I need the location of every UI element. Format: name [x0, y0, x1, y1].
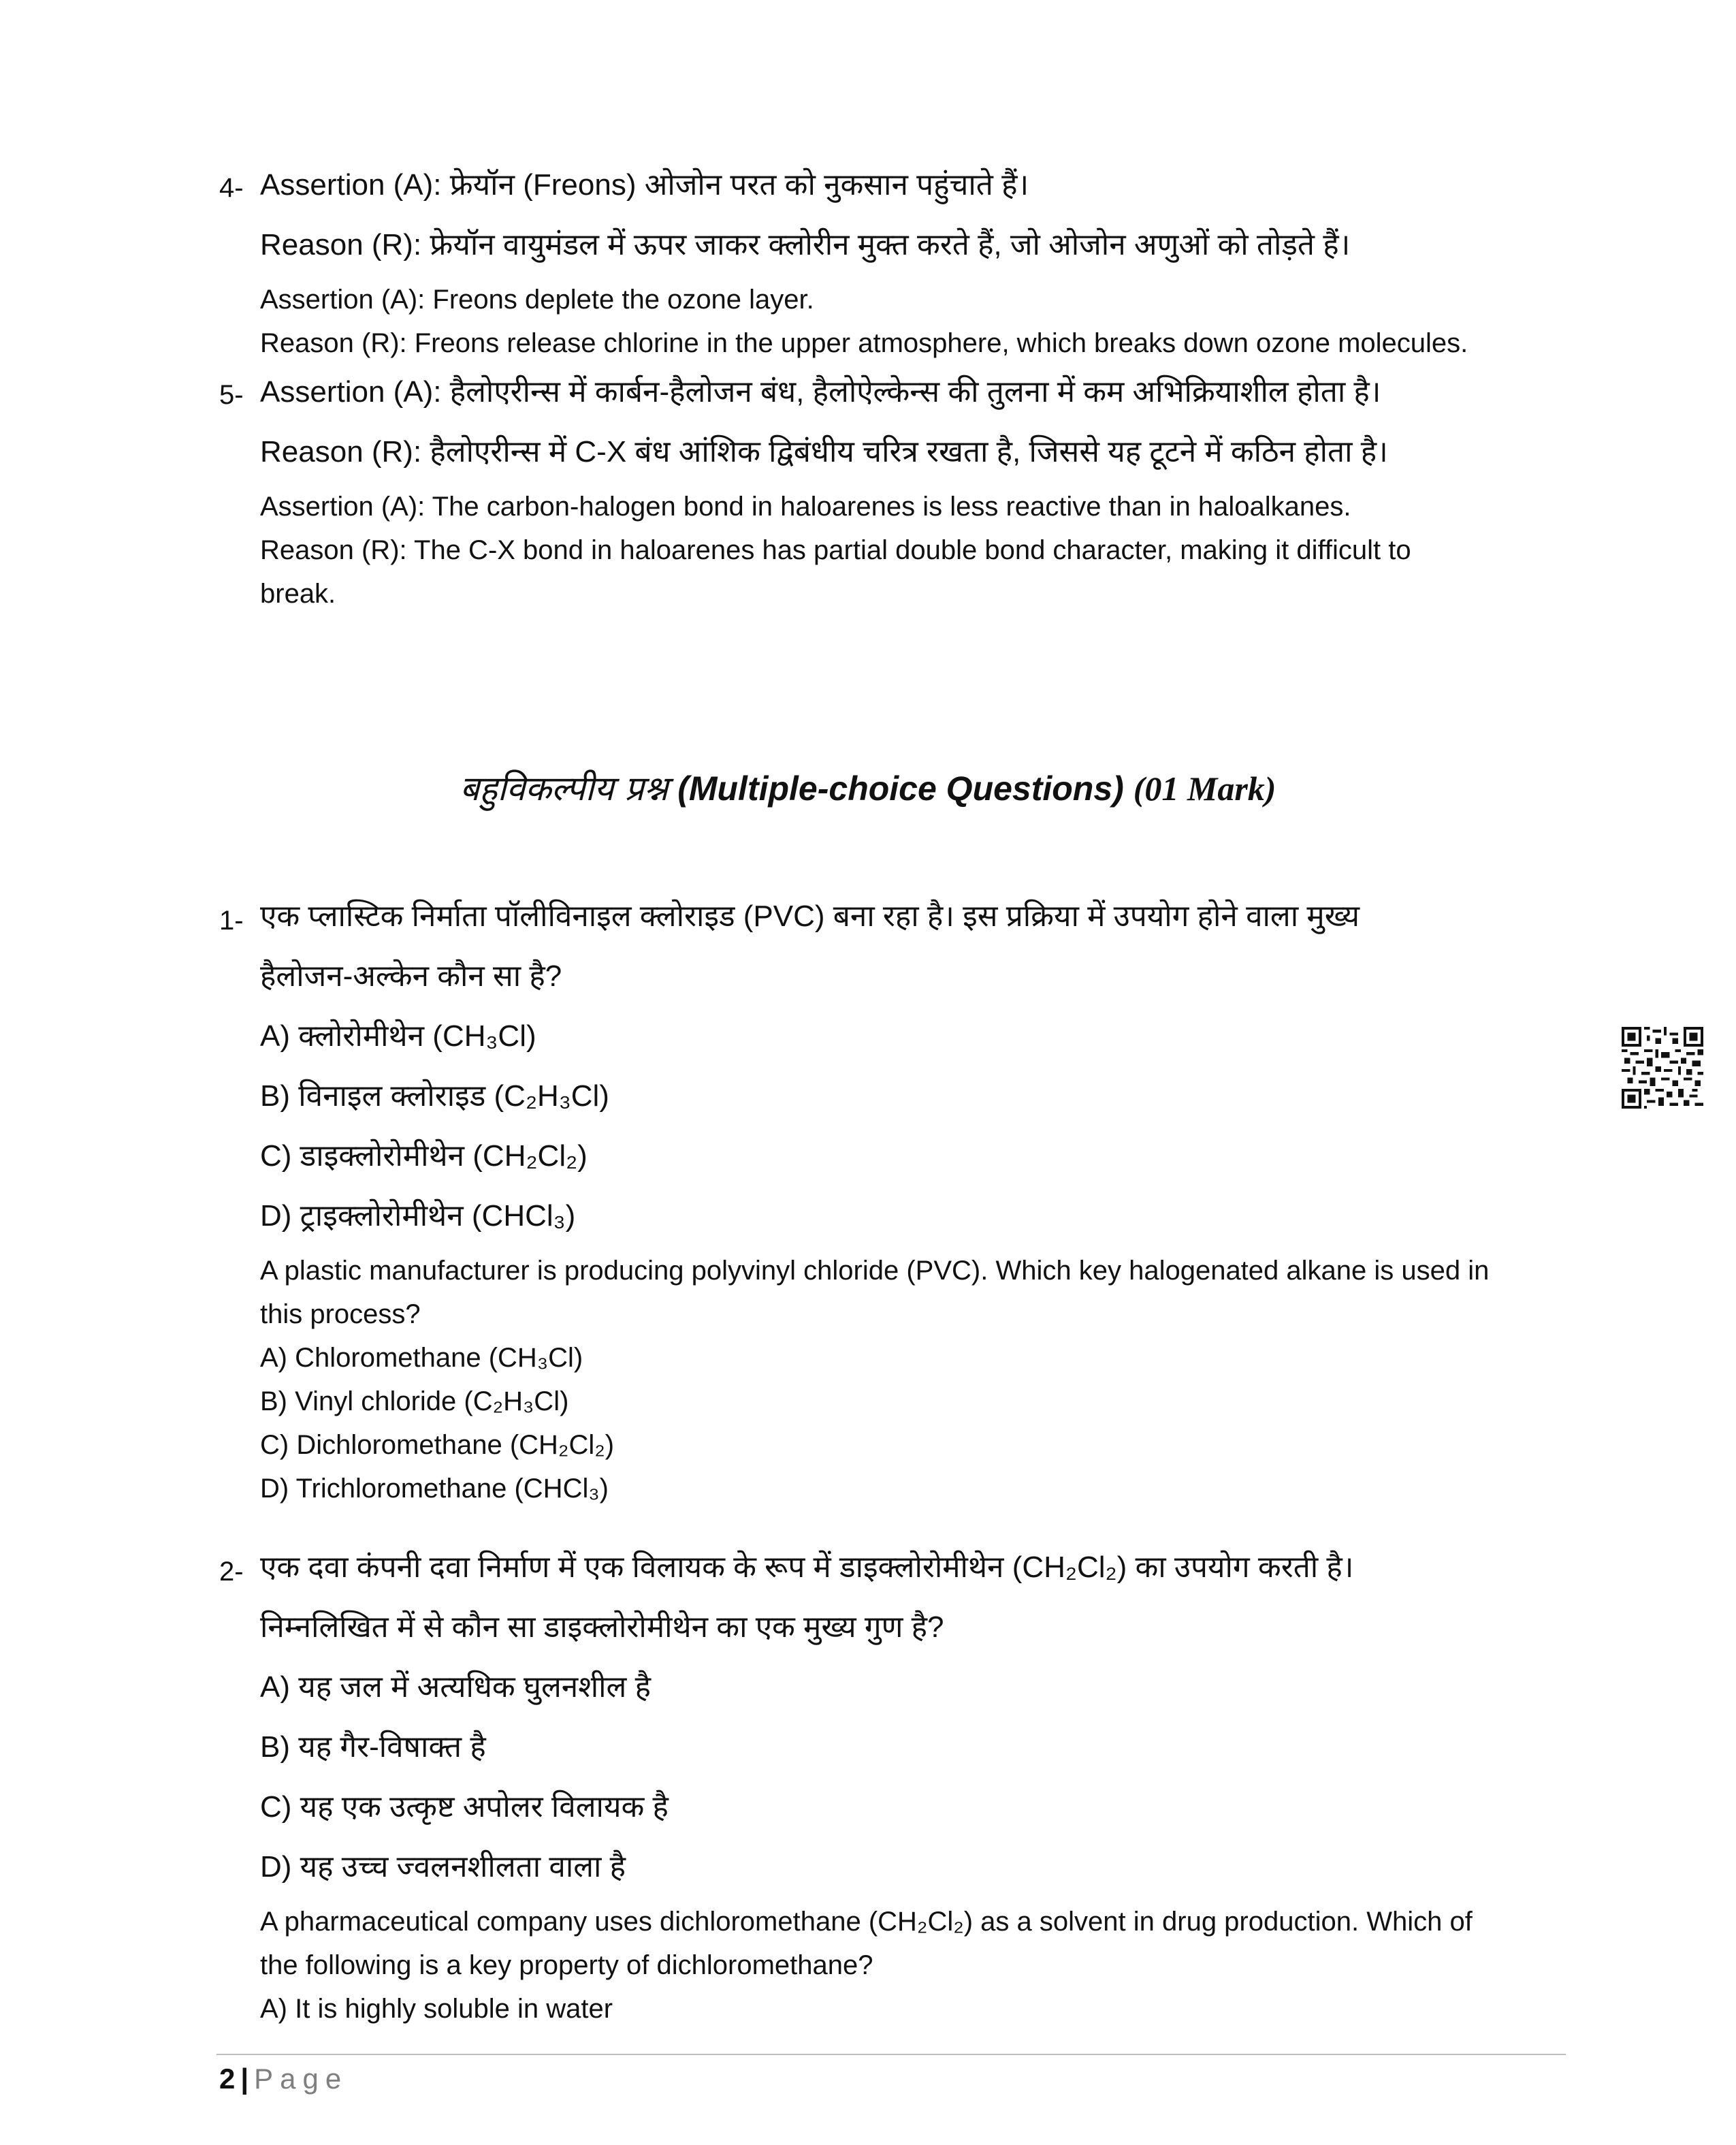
item-number: 5- [219, 380, 244, 410]
reason-english: Reason (R): The C-X bond in haloarenes has partial double bond character, making it difficult to [260, 535, 1411, 565]
option-b-hindi: B) विनाइल क्लोराइड (C₂H₃Cl) [260, 1079, 609, 1113]
option-b-hindi: B) यह गैर-विषाक्त है [260, 1730, 486, 1764]
option-a-hindi: A) यह जल में अत्यधिक घुलनशील है [260, 1670, 651, 1704]
reason-english: Reason (R): Freons release chlorine in the upper atmosphere, which breaks down ozone molecules. [260, 328, 1468, 358]
option-d-english: D) Trichloromethane (CHCl₃) [260, 1474, 609, 1504]
question-english: A plastic manufacturer is producing polyvinyl chloride (PVC). Which key halogenated alkane is used in [260, 1256, 1490, 1286]
question-hindi-continued: हैलोजन-अल्केन कौन सा है? [260, 959, 562, 993]
item-number: 4- [219, 173, 244, 203]
page-label: Page [254, 2063, 349, 2095]
option-d-hindi: D) यह उच्च ज्वलनशीलता वाला है [260, 1850, 626, 1884]
reason-hindi: Reason (R): हैलोएरीन्स में C-X बंध आंशिक द्विबंधीय चरित्र रखता है, जिससे यह टूटने में कठिन होता है। [260, 435, 1388, 468]
section-heading-hindi: बहुविकल्पीय प्रश्न [460, 769, 669, 808]
assertion-english: Assertion (A): The carbon-halogen bond in haloarenes is less reactive than in haloalkanes. [260, 492, 1351, 522]
section-heading [0, 768, 1736, 809]
option-d-hindi: D) ट्राइक्लोरोमीथेन (CHCl₃) [260, 1199, 576, 1233]
question-english: A pharmaceutical company uses dichloromethane (CH₂Cl₂) as a solvent in drug production. Which of [260, 1907, 1473, 1937]
question-english-continued: the following is a key property of dichloromethane? [260, 1950, 873, 1980]
question-number: 1- [219, 906, 244, 936]
option-b-english: B) Vinyl chloride (C₂H₃Cl) [260, 1386, 569, 1416]
reason-hindi: Reason (R): फ्रेयॉन वायुमंडल में ऊपर जाकर क्लोरीन मुक्त करते हैं, जो ओजोन अणुओं को तोड़ते हैं। [260, 228, 1351, 261]
question-number: 2- [219, 1557, 244, 1587]
qr-code [1622, 1027, 1703, 1109]
section-heading-english: (Multiple-choice Questions) [677, 769, 1124, 808]
question-hindi-continued: निम्नलिखित में से कौन सा डाइक्लोरोमीथेन का एक मुख्य गुण है? [260, 1610, 944, 1644]
option-c-english: C) Dichloromethane (CH₂Cl₂) [260, 1430, 615, 1460]
question-hindi: एक प्लास्टिक निर्माता पॉलीविनाइल क्लोराइड (PVC) बना रहा है। इस प्रक्रिया में उपयोग होने वाला मुख्य [260, 900, 1360, 933]
section-heading-marks: (01 Mark) [1133, 769, 1276, 808]
footer-divider [216, 2054, 1566, 2055]
page-number: 2 [219, 2063, 236, 2095]
option-c-hindi: C) डाइक्लोरोमीथेन (CH₂Cl₂) [260, 1139, 588, 1173]
question-english-continued: this process? [260, 1299, 421, 1329]
assertion-english: Assertion (A): Freons deplete the ozone layer. [260, 285, 814, 315]
option-a-hindi: A) क्लोरोमीथेन (CH₃Cl) [260, 1019, 536, 1053]
question-hindi: एक दवा कंपनी दवा निर्माण में एक विलायक के रूप में डाइक्लोरोमीथेन (CH₂Cl₂) का उपयोग करती है। [260, 1551, 1354, 1584]
reason-english-continued: break. [260, 579, 336, 609]
option-a-english: A) Chloromethane (CH₃Cl) [260, 1343, 583, 1373]
page-footer [219, 2062, 348, 2096]
option-a-english: A) It is highly soluble in water [260, 1994, 613, 2024]
assertion-hindi: Assertion (A): हैलोएरीन्स में कार्बन-हैलोजन बंध, हैलोऐल्केन्स की तुलना में कम अभिक्रियाशील होता है। [260, 375, 1381, 409]
option-c-hindi: C) यह एक उत्कृष्ट अपोलर विलायक है [260, 1790, 669, 1824]
assertion-hindi: Assertion (A): फ्रेयॉन (Freons) ओजोन परत को नुकसान पहुंचाते हैं। [260, 168, 1029, 202]
footer-separator: | [240, 2063, 249, 2095]
